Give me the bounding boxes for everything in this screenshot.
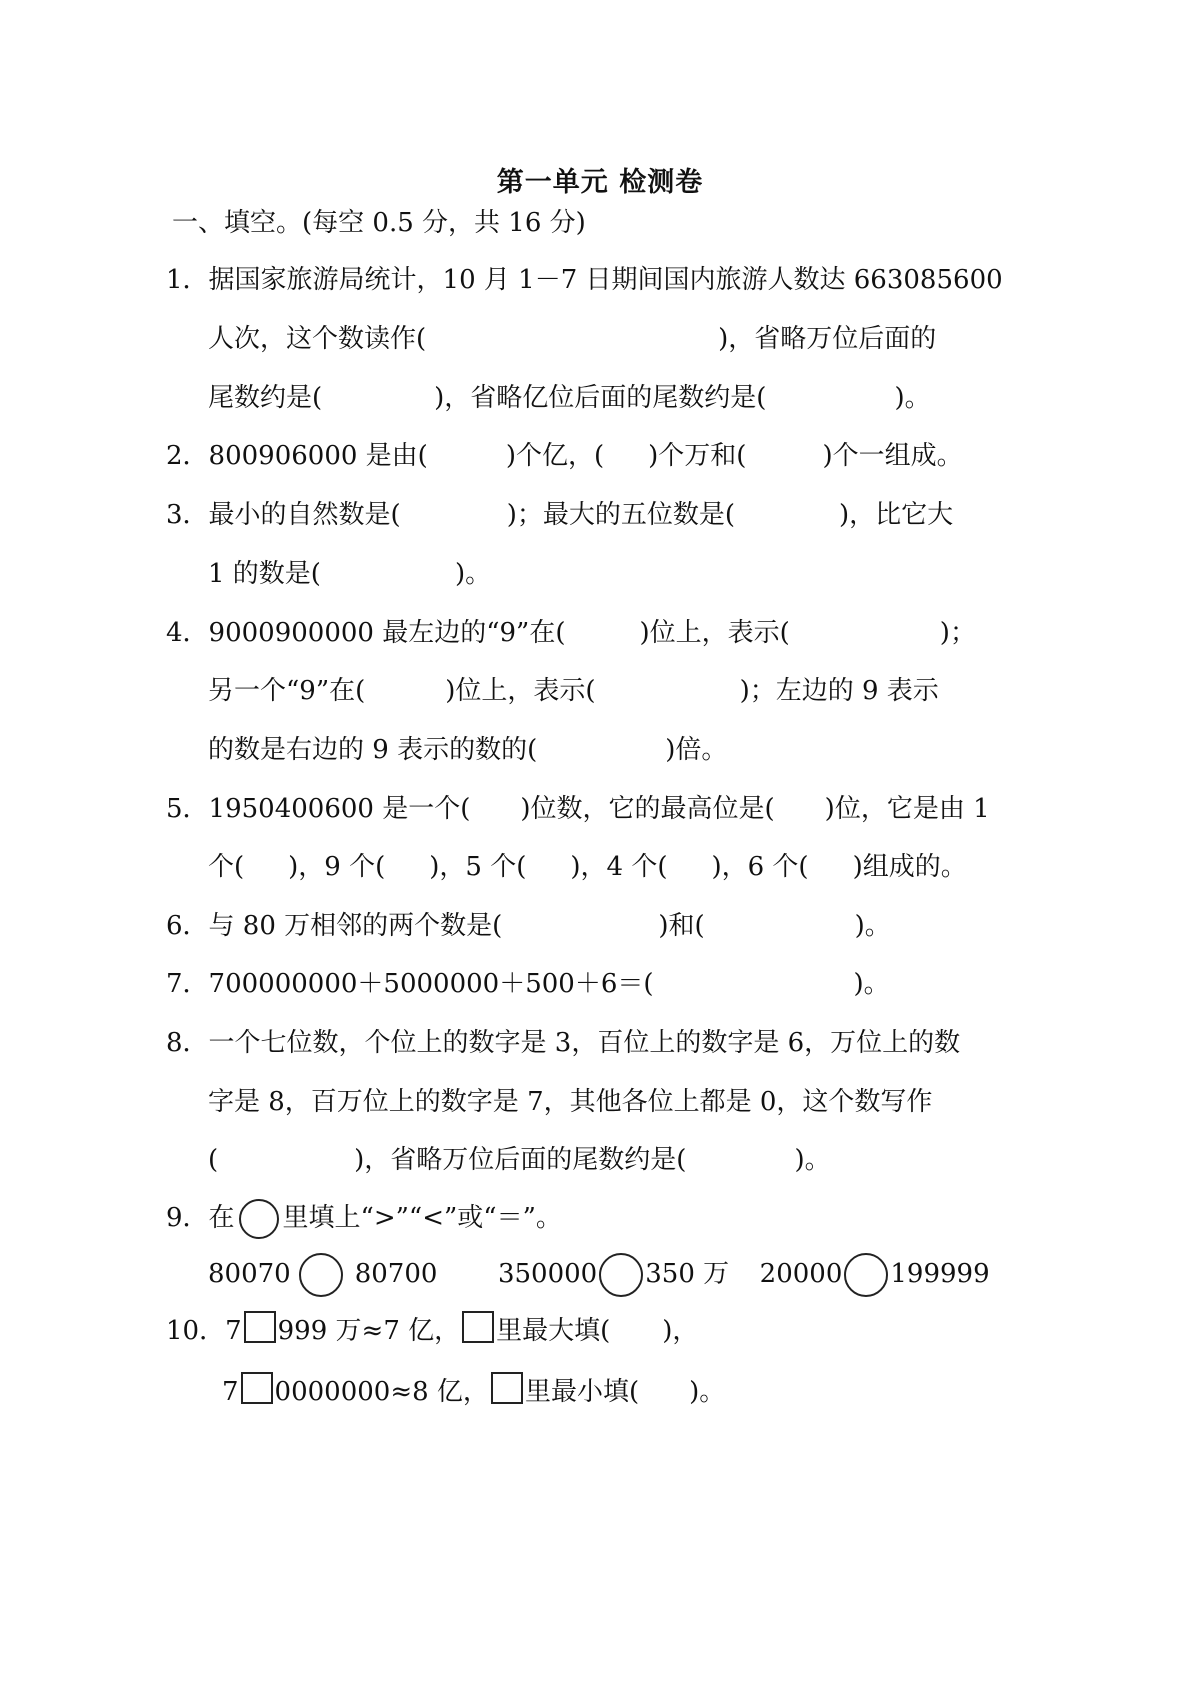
q10-text: )。 (689, 1377, 726, 1407)
q6-text: )和( (658, 911, 705, 941)
q5-text: )，6 个( (711, 852, 809, 882)
q9-line2 (208, 1250, 990, 1298)
q5-line2 (208, 849, 967, 885)
q4-text: )位上，表示( (445, 676, 596, 706)
comparison-circle[interactable] (299, 1253, 343, 1297)
q4-text: )位上，表示( (639, 618, 790, 648)
q6-text: 6．与 80 万相邻的两个数是( (166, 911, 503, 941)
q9-value: 20000 (759, 1259, 843, 1289)
q9-value: 80070 (208, 1259, 291, 1289)
q9-value: 80700 (354, 1259, 438, 1289)
q3-text: )。 (454, 559, 492, 589)
q4-line3 (208, 732, 727, 768)
q10-text: 10．7 (166, 1316, 242, 1346)
q2-text: )个亿，( (505, 441, 605, 471)
q9-text: 9．在 (166, 1203, 235, 1233)
q6-text: )。 (854, 911, 891, 941)
q9-value: 350000 (497, 1259, 598, 1289)
q9-value: 199999 (890, 1259, 990, 1289)
box-symbol (462, 1311, 494, 1343)
q10-line1 (166, 1311, 698, 1349)
q10-text: 里最大填( (496, 1316, 611, 1346)
q8-text: ( (208, 1145, 219, 1175)
q1-line3 (208, 380, 931, 416)
q4-text: )； (939, 618, 976, 648)
q1-text: )。 (894, 383, 931, 413)
q7-text: )。 (853, 969, 890, 999)
q8-line3 (208, 1142, 831, 1178)
q4-text: 的数是右边的 9 表示的数的( (208, 735, 538, 765)
q3-text: 3．最小的自然数是( (166, 500, 401, 530)
q1-line1: 1．据国家旅游局统计，10 月 1－7 日期间国内旅游人数达 663085600 (166, 265, 1003, 295)
q5-text: 5．1950400600 是一个( (166, 794, 471, 824)
q5-text: )，5 个( (429, 852, 527, 882)
q10-text: )， (662, 1316, 699, 1346)
q9-text: 里填上“>”“<”或“＝”。 (282, 1203, 562, 1233)
q3-line1 (166, 497, 953, 533)
q10-line2 (222, 1372, 725, 1410)
q8-line1: 8．一个七位数，个位上的数字是 3，百位上的数字是 6，万位上的数 (166, 1028, 961, 1058)
comparison-circle[interactable] (239, 1199, 279, 1239)
q7-line (166, 966, 890, 1002)
q7-text: 7．700000000＋5000000＋500＋6＝( (166, 969, 654, 999)
q10-text: 0000000≈8 亿， (274, 1377, 489, 1407)
q4-line1 (166, 615, 976, 651)
q9-line1 (166, 1196, 562, 1240)
q1-text: 人次，这个数读作( (208, 324, 427, 354)
q1-text: 尾数约是( (208, 383, 323, 413)
q4-text: )倍。 (665, 735, 728, 765)
q8-line2: 字是 8，百万位上的数字是 7，其他各位上都是 0，这个数写作 (208, 1087, 933, 1117)
q1-text: )，省略万位后面的 (718, 324, 937, 354)
answer-box[interactable] (244, 1311, 276, 1343)
q5-line1 (166, 791, 990, 827)
page-title: 第一单元 检测卷 (496, 167, 704, 198)
q1-text: )，省略亿位后面的尾数约是( (434, 383, 767, 413)
q5-text: )，9 个( (288, 852, 386, 882)
q8-text: )。 (794, 1145, 831, 1175)
q2-text: )个一组成。 (822, 441, 963, 471)
section-heading: 一、填空。(每空 0.5 分，共 16 分) (172, 208, 586, 238)
q6-line (166, 908, 891, 944)
q2-text: 2．800906000 是由( (166, 441, 428, 471)
q4-line2 (208, 673, 939, 709)
q2-line (166, 438, 963, 474)
q5-text: )位，它是由 1 (824, 794, 990, 824)
q8-text: )，省略万位后面的尾数约是( (354, 1145, 687, 1175)
q10-text: 7 (222, 1377, 239, 1407)
q4-text: 另一个“9”在( (208, 676, 366, 706)
q5-text: )位数，它的最高位是( (520, 794, 775, 824)
q5-text: 个( (208, 852, 245, 882)
q2-text: )个万和( (648, 441, 747, 471)
answer-box[interactable] (241, 1372, 273, 1404)
q3-text: )，比它大 (838, 500, 954, 530)
q10-text: 里最小填( (524, 1377, 640, 1407)
q3-line2 (208, 556, 491, 592)
box-symbol (491, 1372, 523, 1404)
q3-text: )；最大的五位数是( (506, 500, 735, 530)
comparison-circle[interactable] (599, 1253, 643, 1297)
q1-line2 (208, 321, 936, 357)
q5-text: )，4 个( (570, 852, 668, 882)
q4-text: 4．9000900000 最左边的“9”在( (166, 618, 566, 648)
q3-text: 1 的数是( (208, 559, 321, 589)
q5-text: )组成的。 (852, 852, 967, 882)
q10-text: 999 万≈7 亿， (277, 1316, 461, 1346)
q4-text: )；左边的 9 表示 (739, 676, 939, 706)
q9-value: 350 万 (645, 1259, 730, 1289)
comparison-circle[interactable] (844, 1253, 888, 1297)
